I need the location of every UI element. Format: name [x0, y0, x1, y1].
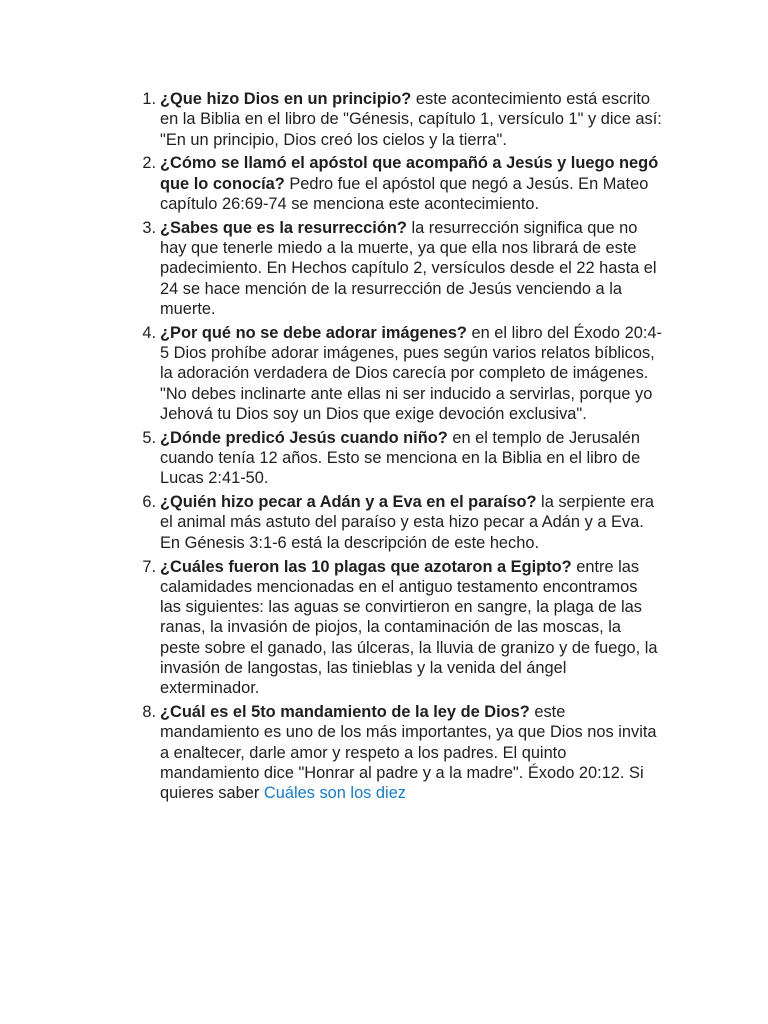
list-item [132, 702, 662, 803]
list-item [132, 557, 662, 699]
item-number: 5. [142, 428, 156, 447]
list-item [132, 428, 662, 489]
question-text: ¿Cuál es el 5to mandamiento de la ley de Dios? [160, 703, 530, 722]
question-text: ¿Quién hizo pecar a Adán y a Eva en el paraíso? [160, 493, 537, 512]
question-text: ¿Cómo se llamó el apóstol que acompañó a Jesús y luego negó que lo conocía? [160, 154, 659, 193]
ten-commandments-link[interactable]: Cuáles son los diez [263, 784, 407, 803]
item-number: 8. [142, 703, 156, 722]
list-item [132, 492, 662, 553]
item-number: 6. [142, 493, 156, 512]
item-number: 7. [142, 557, 156, 576]
question-text: ¿Que hizo Dios en un principio? [160, 90, 412, 108]
question-text: ¿Por qué no se debe adorar imágenes? [160, 323, 467, 342]
item-number: 3. [142, 218, 156, 237]
answer-text: este mandamiento es uno de los más importantes, ya que Dios nos invita a enaltecer, darle amor y respeto a los padres. El quinto mandamiento dice "Honrar al padre y a la madre". Éxodo 20:12. Si quieres saber [160, 703, 657, 803]
item-number: 1. [142, 90, 156, 108]
answer-text: Pedro fue el apóstol que negó a Jesús. En Mateo capítulo 26:69-74 se menciona este acontecimiento. [160, 174, 649, 213]
question-text: ¿Sabes que es la resurrección? [160, 218, 407, 237]
item-number: 2. [142, 154, 156, 173]
question-text: ¿Dónde predicó Jesús cuando niño? [160, 428, 448, 447]
list-item [132, 153, 662, 214]
list-item [132, 218, 662, 319]
answer-text: este acontecimiento está escrito en la Biblia en el libro de "Génesis, capítulo 1, versículo 1" y dice así: "En un principio, Dios creó los cielos y la tierra". [160, 90, 662, 149]
question-text: ¿Cuáles fueron las 10 plagas que azotaron a Egipto? [160, 557, 572, 576]
answer-text: la serpiente era el animal más astuto del paraíso y esta hizo pecar a Adán y a Eva. En Génesis 3:1-6 está la descripción de este hecho. [160, 493, 655, 552]
list-item [132, 89, 662, 150]
question-list [132, 89, 662, 807]
item-number: 4. [142, 323, 156, 342]
answer-text: la resurrección significa que no hay que tenerle miedo a la muerte, ya que ella nos librará de este padecimiento. En Hechos capítulo 2, versículos desde el 22 hasta el 24 se hace mención de la resurrección de Jesús venciendo a la muerte. [160, 218, 657, 318]
answer-text: en el libro del Éxodo 20:4-5 Dios prohíbe adorar imágenes, pues según varios relatos bíblicos, la adoración verdadera de Dios carecía por completo de imágenes. "No debes inclinarte ante ellas ni ser inducido a servirlas, porque yo Jehová tu Dios soy un Dios que exige devoción exclusiva". [160, 323, 662, 423]
answer-text: en el templo de Jerusalén cuando tenía 12 años. Esto se menciona en la Biblia en el libro de Lucas 2:41-50. [160, 428, 641, 488]
answer-text: entre las calamidades mencionadas en el antiguo testamento encontramos las siguientes: las aguas se convirtieron en sangre, la plaga de las ranas, la invasión de piojos, la contaminación de las moscas, la peste sobre el ganado, las úlceras, la lluvia de granizo y de fuego, la invasión de langostas, las tinieblas y la venida del ángel exterminador. [160, 557, 658, 698]
list-item [132, 323, 662, 424]
